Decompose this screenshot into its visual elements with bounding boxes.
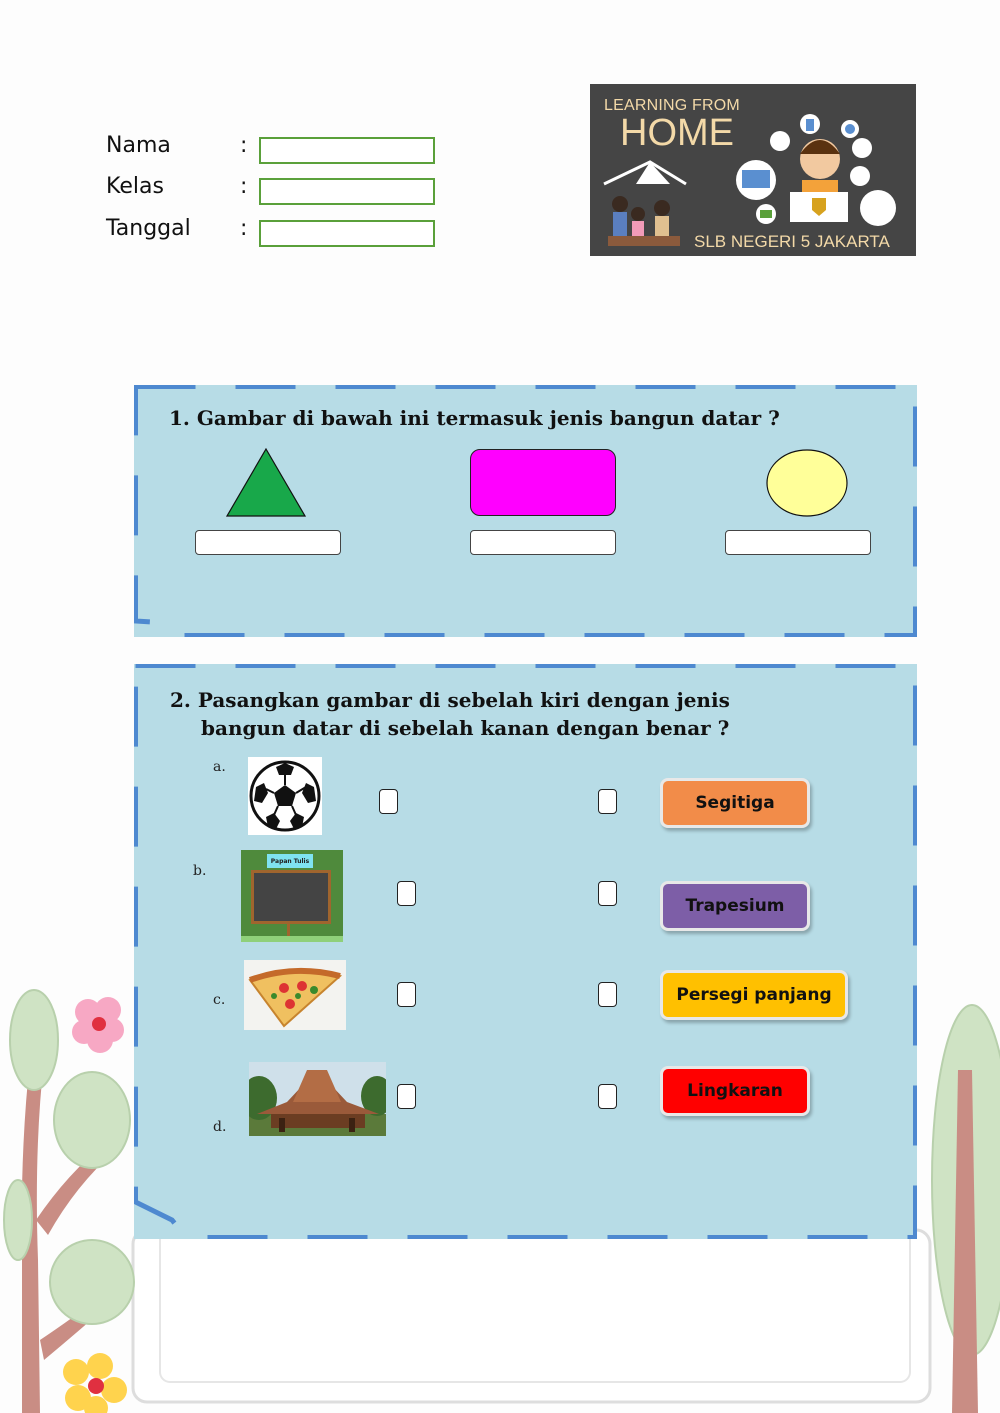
item-letter-c: c. — [213, 992, 226, 1008]
banner-illustration-icon — [590, 84, 916, 256]
name-input[interactable] — [259, 137, 435, 164]
soccer-ball-icon — [248, 757, 322, 835]
grass-strip — [241, 936, 343, 942]
class-label: Kelas — [106, 174, 164, 199]
item-letter-a: a. — [213, 759, 226, 775]
question1-title: 1. Gambar di bawah ini termasuk jenis bangun datar ? — [169, 406, 780, 430]
match-right-segitiga[interactable] — [598, 789, 617, 814]
class-input[interactable] — [259, 178, 435, 205]
traditional-house-icon — [249, 1062, 386, 1136]
blackboard-surface — [251, 870, 331, 924]
answer-input-ellipse[interactable] — [725, 530, 871, 555]
answer-input-triangle[interactable] — [195, 530, 341, 555]
banner-line2: HOME — [620, 112, 734, 154]
question2-title-line1: 2. Pasangkan gambar di sebelah kiri dengan jenis — [170, 688, 730, 712]
match-left-b[interactable] — [397, 881, 416, 906]
match-right-persegi-panjang[interactable] — [598, 982, 617, 1007]
flower-pink-icon — [72, 997, 124, 1053]
pizza-slice-icon — [244, 960, 346, 1030]
banner-school: SLB NEGERI 5 JAKARTA — [694, 232, 890, 251]
match-left-a[interactable] — [379, 789, 398, 814]
match-left-d[interactable] — [397, 1084, 416, 1109]
flower-yellow-icon — [63, 1353, 127, 1413]
answer-input-rectangle[interactable] — [470, 530, 616, 555]
match-right-lingkaran[interactable] — [598, 1084, 617, 1109]
match-left-c[interactable] — [397, 982, 416, 1007]
class-colon: : — [240, 174, 248, 199]
option-persegi-panjang[interactable]: Persegi panjang — [660, 970, 848, 1020]
triangle-icon — [226, 448, 306, 518]
match-right-trapesium[interactable] — [598, 881, 617, 906]
date-colon: : — [240, 216, 248, 241]
learning-from-home-banner — [590, 84, 916, 256]
date-input[interactable] — [259, 220, 435, 247]
panel-dashed-border — [134, 664, 917, 1239]
rectangle-icon — [470, 449, 616, 516]
ellipse-icon — [765, 448, 849, 518]
option-segitiga[interactable]: Segitiga — [660, 778, 810, 828]
option-lingkaran[interactable]: Lingkaran — [660, 1066, 810, 1116]
banner-line1: LEARNING FROM — [604, 97, 740, 114]
question2-panel — [134, 664, 917, 1239]
blackboard-image — [241, 850, 343, 942]
name-label: Nama — [106, 133, 171, 158]
question2-title-line2: bangun datar di sebelah kanan dengan benar ? — [201, 716, 730, 740]
item-letter-d: d. — [213, 1119, 227, 1135]
date-label: Tanggal — [106, 216, 191, 241]
blackboard-caption: Papan Tulis — [267, 854, 313, 868]
option-trapesium[interactable]: Trapesium — [660, 881, 810, 931]
name-colon: : — [240, 133, 248, 158]
item-letter-b: b. — [193, 863, 207, 879]
